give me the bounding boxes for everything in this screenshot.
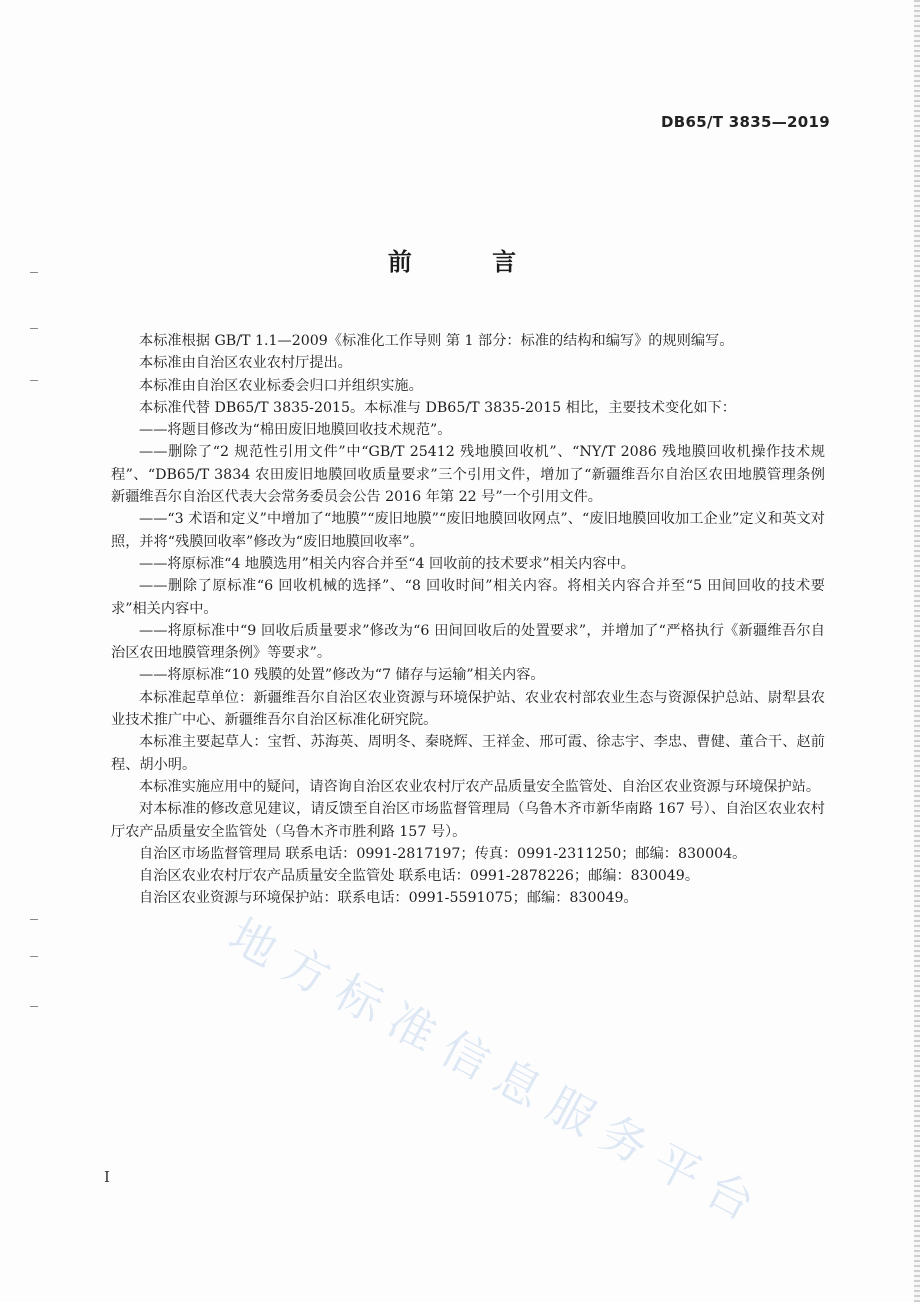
scan-mark	[30, 328, 38, 329]
scan-edge	[914, 0, 920, 1302]
page-number: I	[104, 1168, 110, 1186]
paragraph: 本标准由自治区农业农村厅提出。	[139, 355, 352, 372]
scan-mark	[30, 1006, 38, 1007]
paragraph: 本标准实施应用中的疑问，请咨询自治区农业农村厅农产品质量安全监管处、自治区农业资源与环境保护站。	[139, 778, 821, 795]
paragraph: 本标准主要起草人：宝哲、苏海英、周明冬、秦晓辉、王祥金、邢可霞、徐志宇、李忠、曹健、董合干、赵前程、胡小明。	[111, 734, 825, 773]
contact-line: 自治区农业资源与环境保护站：联系电话：0991-5591075；邮编：830049。	[139, 890, 638, 907]
paragraph: ——删除了“2 规范性引用文件”中“GB/T 25412 残地膜回收机”、“NY/T 2086 残地膜回收机操作技术规程”、“DB65/T 3834 农田废旧地膜回收质量要求”三个引用文件，增加了“新疆维吾尔自治区农田地膜管理条例 新疆维吾尔自治区代表大会常务委员会公告 2016 年第 22 号”一个引用文件。	[111, 444, 825, 506]
scan-mark	[30, 919, 38, 920]
paragraph: ——将题目修改为“棉田废旧地膜回收技术规范”。	[139, 422, 452, 439]
paragraph: 本标准代替 DB65/T 3835-2015。本标准与 DB65/T 3835-2015 相比，主要技术变化如下：	[139, 399, 736, 416]
scan-mark	[30, 956, 38, 957]
paragraph: 本标准由自治区农业标委会归口并组织实施。	[139, 377, 423, 394]
document-code: DB65/T 3835—2019	[661, 113, 830, 131]
contact-line: 自治区农业农村厅农产品质量安全监管处 联系电话：0991-2878226；邮编：830049。	[139, 868, 700, 885]
page-title: 前 言	[387, 248, 553, 276]
paragraph: 对本标准的修改意见建议，请反馈至自治区市场监督管理局（乌鲁木齐市新华南路 167 号）、自治区农业农村厅农产品质量安全监管处（乌鲁木齐市胜利路 157 号）。	[111, 801, 825, 840]
paragraph: ——将原标准“4 地膜选用”相关内容合并至“4 回收前的技术要求”相关内容中。	[139, 555, 635, 572]
paragraph: 本标准根据 GB/T 1.1—2009《标准化工作导则 第 1 部分：标准的结构和编写》的规则编写。	[139, 333, 734, 349]
paragraph: ——将原标准中“9 回收后质量要求”修改为“6 田间回收后的处置要求”，并增加了“严格执行《新疆维吾尔自治区农田地膜管理条例》等要求”。	[111, 622, 825, 662]
paragraph: ——将原标准“10 残膜的处置”修改为“7 储存与运输”相关内容。	[139, 667, 545, 684]
watermark: 地方标准信息服务平台	[220, 907, 776, 1238]
scan-mark	[30, 380, 38, 381]
contact-line: 自治区市场监督管理局 联系电话：0991-2817197；传真：0991-2311250；邮编：830004。	[139, 845, 747, 862]
foreword-body	[111, 330, 825, 910]
paragraph: ——“3 术语和定义”中增加了“地膜”“废旧地膜”“废旧地膜回收网点”、“废旧地膜回收加工企业”定义和英文对照，并将“残膜回收率”修改为“废旧地膜回收率”。	[111, 511, 825, 550]
paragraph: 本标准起草单位：新疆维吾尔自治区农业资源与环境保护站、农业农村部农业生态与资源保护总站、尉犁县农业技术推广中心、新疆维吾尔自治区标准化研究院。	[111, 689, 825, 729]
paragraph: ——删除了原标准“6 回收机械的选择”、“8 回收时间”相关内容。将相关内容合并至“5 田间回收的技术要求”相关内容中。	[111, 578, 825, 617]
